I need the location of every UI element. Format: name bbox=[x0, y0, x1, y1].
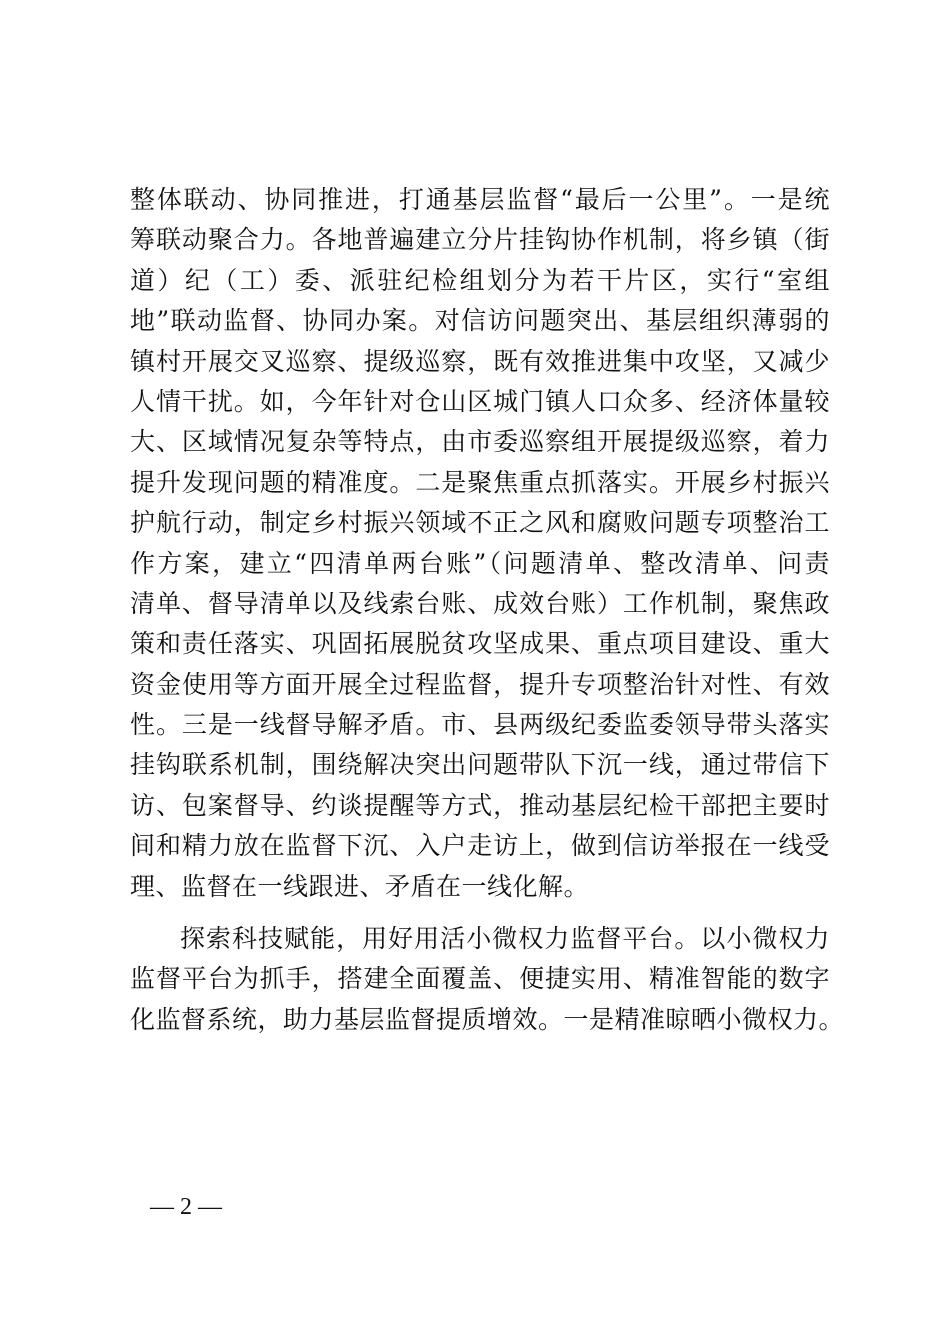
page-number: — 2 — bbox=[150, 1194, 222, 1220]
text-line: 大、区域情况复杂等特点，由市委巡察组开展提级巡察，着力 bbox=[130, 427, 830, 457]
paragraph-2 bbox=[130, 919, 845, 1040]
paragraph-gap bbox=[130, 907, 830, 919]
text-line: 人情干扰。如，今年针对仓山区城门镇人口众多、经济体量较 bbox=[130, 386, 830, 416]
text-line: 理、监督在一线跟进、矛盾在一线化解。 bbox=[130, 871, 590, 901]
text-line: 访、包案督导、约谈提醒等方式，推动基层纪检干部把主要时 bbox=[130, 790, 830, 820]
text-line: 护航行动，制定乡村振兴领域不正之风和腐败问题专项整治工 bbox=[130, 508, 830, 538]
paragraph-1 bbox=[130, 180, 830, 907]
text-line: 提升发现问题的精准度。二是聚焦重点抓落实。开展乡村振兴 bbox=[130, 467, 830, 497]
text-line: 挂钩联系机制，围绕解决突出问题带队下沉一线，通过带信下 bbox=[130, 750, 830, 780]
text-line: 整体联动、协同推进，打通基层监督“最后一公里”。一是统 bbox=[130, 185, 830, 214]
text-line: 作方案，建立“四清单两台账”（问题清单、整改清单、问责 bbox=[130, 548, 830, 578]
text-line: 探索科技赋能，用好用活小微权力监督平台。以小微权力 bbox=[180, 924, 830, 954]
text-line: 镇村开展交叉巡察、提级巡察，既有效推进集中攻坚，又减少 bbox=[130, 346, 830, 376]
text-line: 性。三是一线督导解矛盾。市、县两级纪委监委领导带头落实 bbox=[130, 710, 830, 740]
text-line: 道）纪（工）委、派驻纪检组划分为若干片区，实行“室组 bbox=[130, 265, 830, 295]
text-line: 化监督系统，助力基层监督提质增效。一是精准晾晒小微权力。 bbox=[130, 1004, 845, 1034]
text-line: 间和精力放在监督下沉、入户走访上，做到信访举报在一线受 bbox=[130, 831, 830, 861]
text-line: 筹联动聚合力。各地普遍建立分片挂钩协作机制，将乡镇（街 bbox=[130, 225, 830, 255]
body-text bbox=[130, 180, 845, 1040]
text-line: 监督平台为抓手，搭建全面覆盖、便捷实用、精准智能的数字 bbox=[130, 964, 830, 994]
text-line: 清单、督导清单以及线索台账、成效台账）工作机制，聚焦政 bbox=[130, 588, 830, 618]
text-line: 地”联动监督、协同办案。对信访问题突出、基层组织薄弱的 bbox=[130, 306, 830, 336]
text-line: 策和责任落实、巩固拓展脱贫攻坚成果、重点项目建设、重大 bbox=[130, 629, 830, 659]
text-line: 资金使用等方面开展全过程监督，提升专项整治针对性、有效 bbox=[130, 669, 830, 699]
